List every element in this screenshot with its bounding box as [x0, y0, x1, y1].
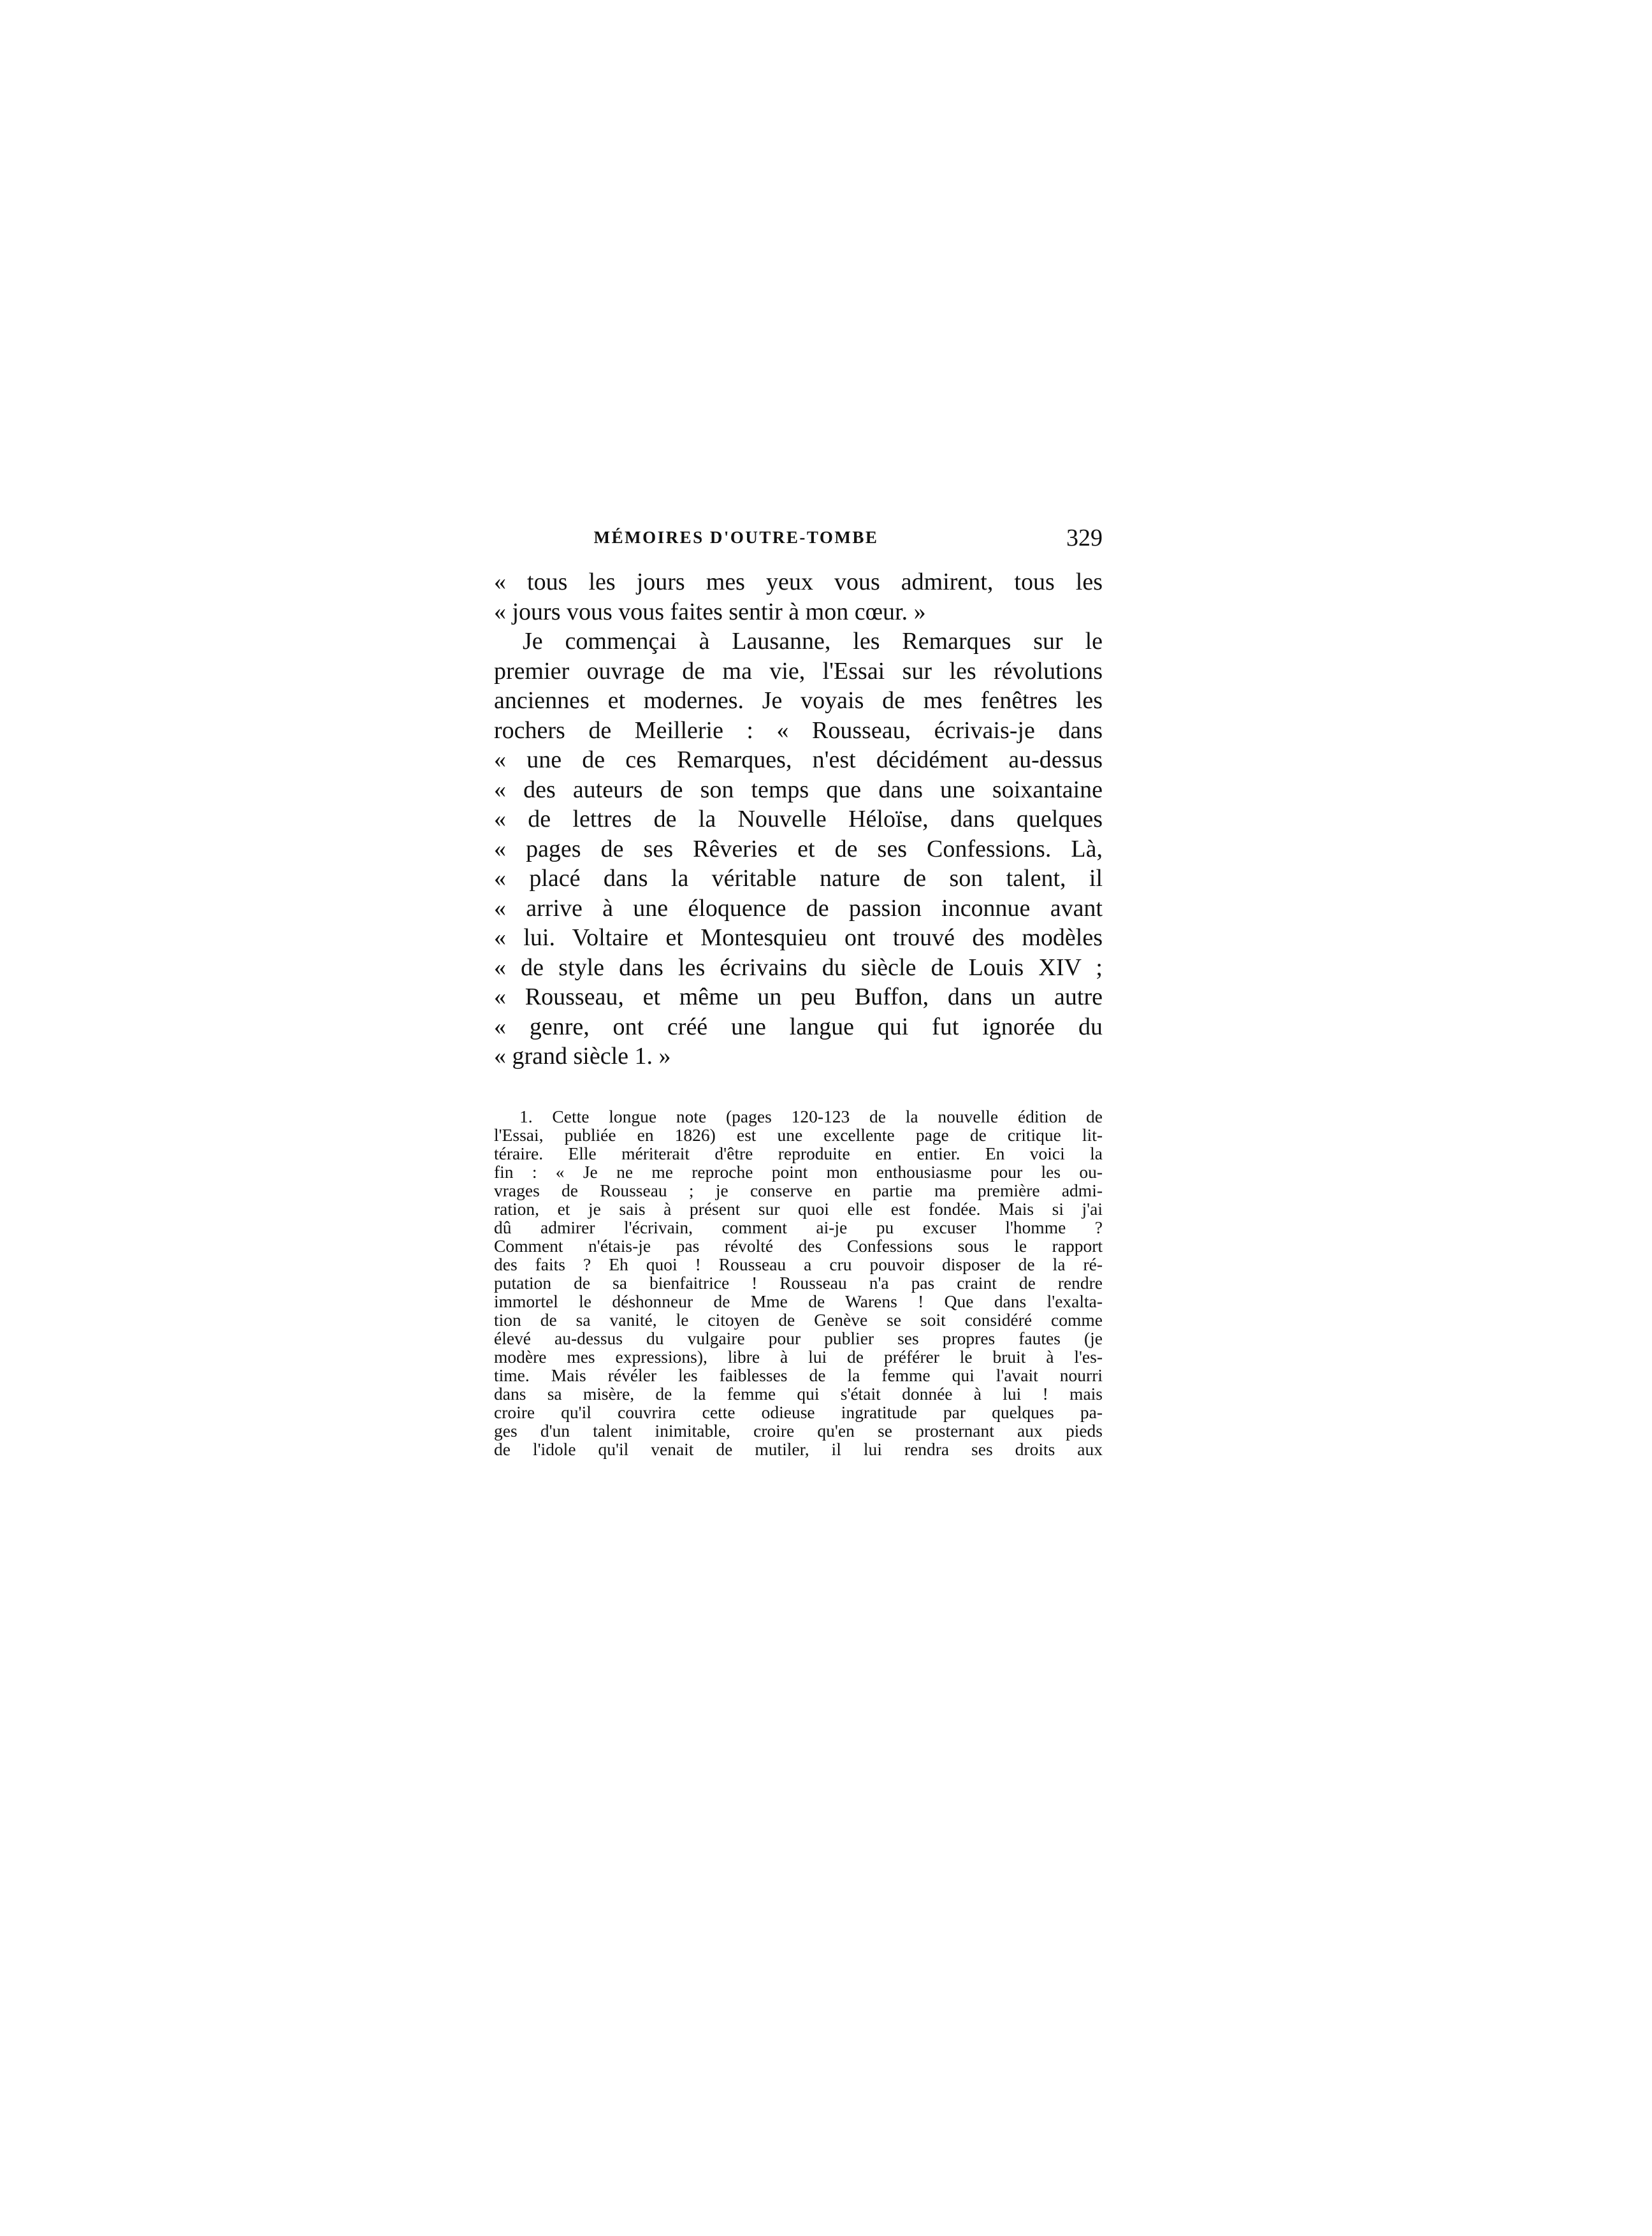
main-text [494, 567, 1103, 1071]
footnote-line: putation de sa bienfaitrice ! Rousseau n'a pas craint de rendre [494, 1272, 1103, 1293]
text-line: « tous les jours mes yeux vous admirent, tous les [494, 569, 1103, 595]
text-line: premier ouvrage de ma vie, l'Essai sur les révolutions [494, 657, 1103, 685]
text-line: « une de ces Remarques, n'est décidément au-dessus [494, 746, 1103, 773]
footnote-line: dans sa misère, de la femme qui s'était donnée à lui ! mais [494, 1383, 1103, 1404]
text-line: « grand siècle 1. » [494, 1043, 671, 1070]
text-line: « de style dans les écrivains du siècle de Louis XIV ; [494, 954, 1103, 981]
footnote-line: ges d'un talent inimitable, croire qu'en se prosternant aux pieds [494, 1420, 1103, 1441]
running-title: MÉMOIRES D'OUTRE-TOMBE [593, 528, 879, 547]
footnote-line: croire qu'il couvrira cette odieuse ingratitude par quelques pa- [494, 1402, 1103, 1422]
footnote-line: time. Mais révéler les faiblesses de la femme qui l'avait nourri [494, 1365, 1103, 1385]
footnote-line: téraire. Elle mériterait d'être reproduite en entier. En voici la [494, 1143, 1103, 1163]
footnote-line: ration, et je sais à présent sur quoi elle est fondée. Mais si j'ai [494, 1198, 1103, 1219]
running-header [494, 525, 1103, 563]
text-line: « jours vous vous faites sentir à mon cœur. » [494, 598, 926, 625]
footnote-line: vrages de Rousseau ; je conserve en partie ma première admi- [494, 1180, 1103, 1200]
footnote-line: des faits ? Eh quoi ! Rousseau a cru pouvoir disposer de la ré- [494, 1254, 1103, 1274]
text-line: « Rousseau, et même un peu Buffon, dans un autre [494, 984, 1103, 1010]
text-line: « de lettres de la Nouvelle Héloïse, dans quelques [494, 806, 1103, 832]
text-line: « placé dans la véritable nature de son talent, il [494, 865, 1103, 892]
footnote-line: tion de sa vanité, le citoyen de Genève se soit considéré comme [494, 1309, 1103, 1330]
text-line: « pages de ses Rêveries et de ses Confessions. Là, [494, 835, 1103, 862]
footnote-line: 1. Cette longue note (pages 120-123 de la nouvelle édition de [519, 1106, 1103, 1126]
footnote [494, 1107, 1103, 1458]
footnote-line: Comment n'étais-je pas révolté des Confessions sous le rapport [494, 1235, 1103, 1256]
text-line: « des auteurs de son temps que dans une soixantaine [494, 776, 1103, 803]
text-line: « arrive à une éloquence de passion inconnue avant [494, 894, 1103, 922]
footnote-line: immortel le déshonneur de Mme de Warens ! Que dans l'exalta- [494, 1291, 1103, 1311]
book-page [494, 525, 1103, 1459]
text-line: Je commençai à Lausanne, les Remarques sur le [523, 628, 1103, 655]
footnote-line: fin : « Je ne me reproche point mon enthousiasme pour les ou- [494, 1161, 1103, 1182]
text-line: anciennes et modernes. Je voyais de mes fenêtres les [494, 687, 1103, 714]
footnote-line: l'Essai, publiée en 1826) est une excellente page de critique lit- [494, 1124, 1103, 1145]
footnote-line: de l'idole qu'il venait de mutiler, il lui rendra ses droits aux [494, 1439, 1103, 1459]
text-line: rochers de Meillerie : « Rousseau, écrivais-je dans [494, 716, 1103, 744]
footnote-line: élevé au-dessus du vulgaire pour publier ses propres fautes (je [494, 1328, 1103, 1348]
footnote-line: modère mes expressions), libre à lui de préférer le bruit à l'es- [494, 1346, 1103, 1367]
text-line: « lui. Voltaire et Montesquieu ont trouvé des modèles [494, 924, 1103, 951]
page-number: 329 [1066, 525, 1103, 551]
text-line: « genre, ont créé une langue qui fut ignorée du [494, 1013, 1103, 1040]
footnote-line: dû admirer l'écrivain, comment ai-je pu excuser l'homme ? [494, 1217, 1103, 1237]
